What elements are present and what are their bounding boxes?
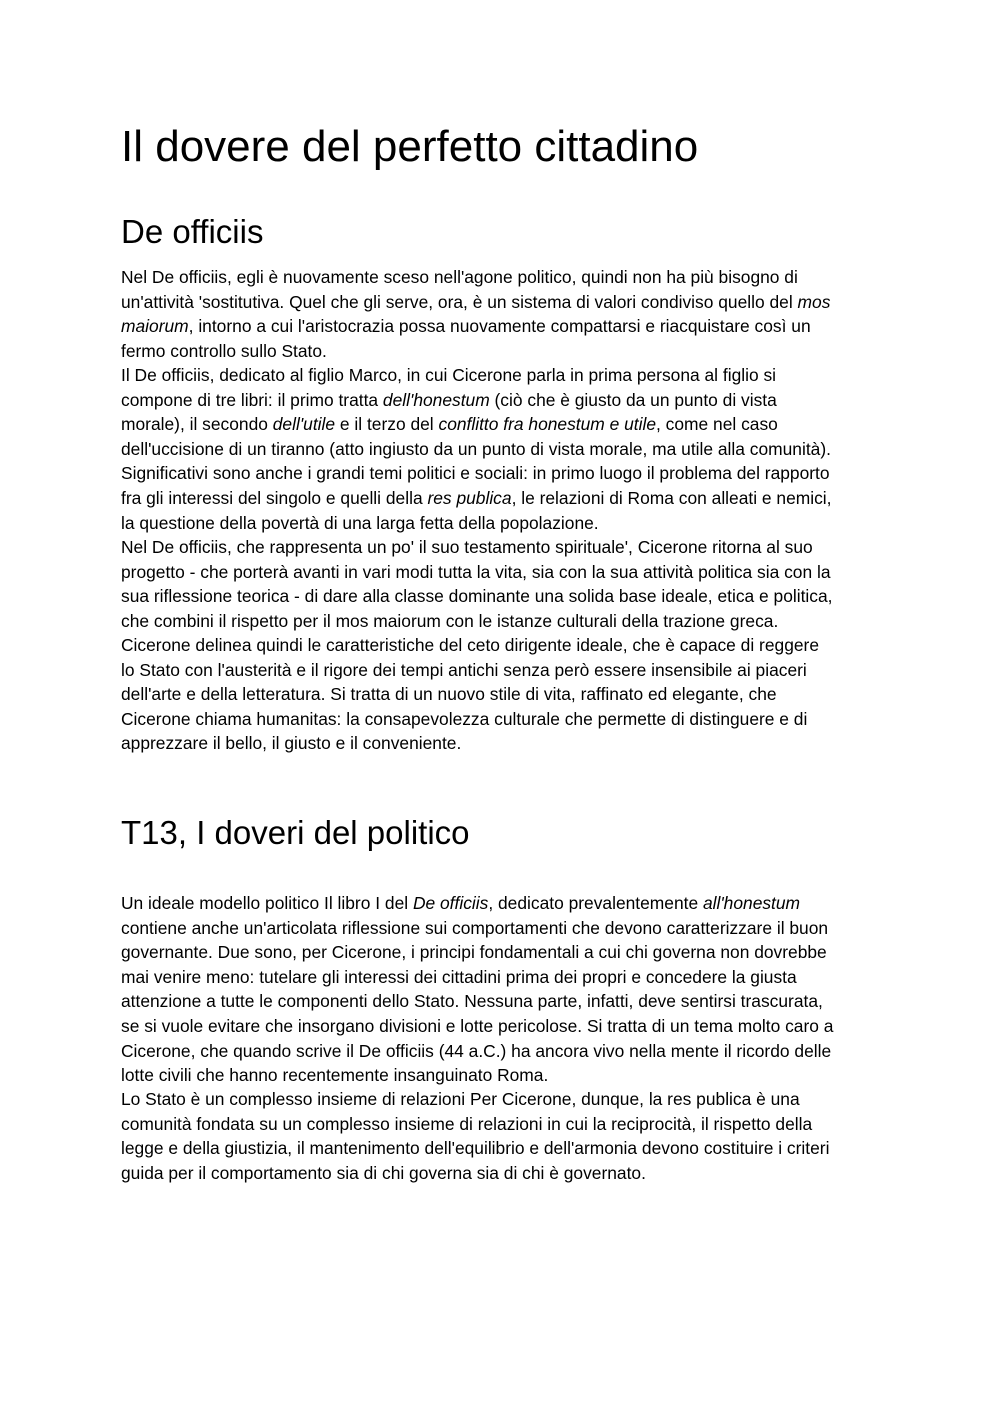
paragraph-5: [121, 891, 881, 1088]
paragraph-3: Nel De officiis, che rappresenta un po' il suo testamento spirituale', Cicerone ritorna al suo progetto - che porterà avanti in vari modi tutta la vita, sia con la sua attività politica sia con la sua riflessione teorica - di dare alla classe dominante una solida base ideale, etica e politica, che combini il rispetto per il mos maiorum con le istanze culturali della trazione greca.: [121, 537, 833, 631]
section-heading-de-officiis: De officiis: [121, 213, 264, 250]
text-run: Nel De officiis, egli è nuovamente sceso nell'agone politico, quindi non ha più bisogno di un'attività 'sostitutiva. Quel che gli serve, ora, è un sistema di valori condiviso quello del: [121, 267, 798, 312]
italic-run: all'honestum: [702, 893, 801, 913]
text-run: e il terzo del: [335, 414, 439, 435]
paragraph-1: [121, 265, 881, 363]
italic-run: dell'utile: [272, 414, 336, 435]
italic-run: res publica: [427, 487, 512, 508]
document-title: Il dovere del perfetto cittadino: [121, 122, 699, 171]
text-run: Il De officiis, dedicato al figlio Marco, in cui Cicerone parla in prima persona al figlio si compone di tre libri: il primo tratta: [121, 365, 777, 410]
italic-run: conflitto fra honestum e utile: [438, 414, 657, 435]
paragraph-2: [121, 363, 881, 535]
italic-run: De officiis: [412, 893, 489, 913]
text-run: , le relazioni di Roma con alleati e nemici, la questione della povertà di una larga fetta della popolazione.: [121, 487, 832, 533]
italic-run: mos maiorum: [121, 291, 831, 337]
section-heading-doveri-politico: T13, I doveri del politico: [121, 814, 470, 851]
paragraph-6: Lo Stato è un complesso insieme di relazioni Per Cicerone, dunque, la res publica è una comunità fondata su un complesso insieme di relazioni in cui la reciprocità, il rispetto della legge e della giustizia, il mantenimento dell'equilibrio e dell'armonia devono costituire i criteri guida per il comportamento sia di chi governa sia di chi è governato.: [121, 1089, 830, 1183]
text-run: , intorno a cui l'aristocrazia possa nuovamente compattarsi e riacquistare così un fermo controllo sullo Stato.: [121, 316, 811, 361]
paragraph-4: Cicerone delinea quindi le caratteristiche del ceto dirigente ideale, che è capace di reggere lo Stato con l'austerità e il rigore dei tempi antichi senza però essere insensibile ai piaceri dell'arte e della letteratura. Si tratta di un nuovo stile di vita, raffinato ed elegante, che Cicerone chiama humanitas: la consapevolezza culturale che permette di distinguere e di apprezzare il bello, il giusto e il conveniente.: [121, 635, 819, 754]
text-run: , dedicato prevalentemente: [488, 893, 703, 913]
text-run: contiene anche un'articolata riflessione sui comportamenti che devono caratterizzare il buon governante. Due sono, per Cicerone, i principi fondamentali a cui chi governa non dovrebbe mai venire meno: tutelare gli interessi dei cittadini prima dei propri e concedere la giusta attenzione a tutte le componenti dello Stato. Nessuna parte, infatti, deve sentirsi trascurata, se si vuole evitare che insorgano divisioni e lotte pericolose. Si tratta di un tema molto caro a Cicerone, che quando scrive il De officiis (44 a.C.) ha ancora vivo nella mente il ricordo delle lotte civili che hanno recentemente insanguinato Roma.: [121, 917, 834, 1086]
italic-run: dell'honestum: [382, 389, 490, 410]
text-run: , come nel caso dell'uccisione di un tiranno (atto ingiusto da un punto di vista morale, ma utile alla comunità). Significativi sono anche i grandi temi politici e sociali: in primo luogo il problema del rapporto fra gli interessi del singolo e quelli della: [121, 414, 831, 508]
text-run: Un ideale modello politico Il libro I del: [121, 893, 413, 913]
text-run: (ciò che è giusto da un punto di vista morale), il secondo: [121, 389, 777, 435]
